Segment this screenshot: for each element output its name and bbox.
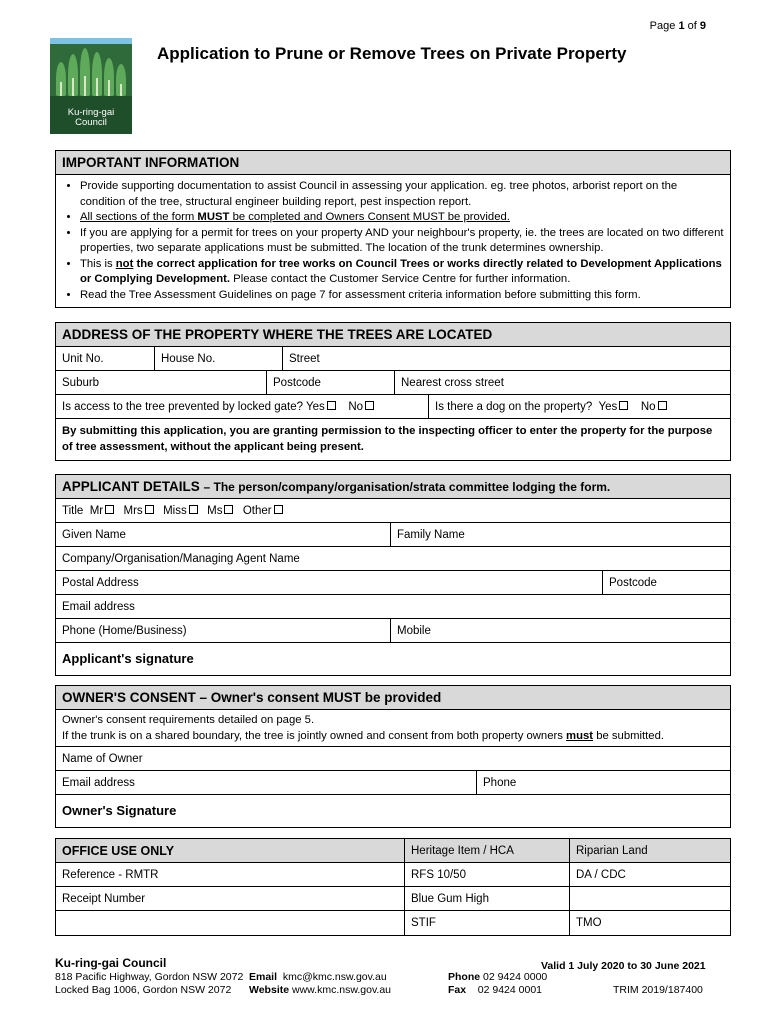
rfs-field[interactable]: RFS 10/50 — [404, 863, 569, 886]
phone-field[interactable]: Phone (Home/Business) — [62, 625, 187, 637]
given-name-field[interactable]: Given Name — [62, 529, 126, 541]
title-mrs-checkbox[interactable] — [145, 505, 154, 514]
info-bullet: • If you are applying for a permit for trees on your property AND your neighbour's property, ie. the trees are located on two different properties, two separate applications must be submitted. The location of the trunk determines ownership. — [80, 226, 724, 257]
info-bullet: • Read the Tree Assessment Guidelines on page 7 for assessment criteria information before submitting this form. — [80, 288, 724, 304]
footer-validity: Valid 1 July 2020 to 30 June 2021 — [541, 960, 706, 972]
dog-question: Is there a dog on the property? Yes No — [428, 395, 730, 418]
title-mr-checkbox[interactable] — [105, 505, 114, 514]
office-use-heading: OFFICE USE ONLY — [62, 844, 175, 858]
heritage-item-field[interactable]: Heritage Item / HCA — [404, 839, 569, 862]
postcode-field[interactable]: Postcode — [266, 371, 394, 394]
section-heading: OWNER'S CONSENT – Owner's consent MUST be provided — [56, 686, 730, 710]
company-name-field[interactable]: Company/Organisation/Managing Agent Name — [62, 553, 300, 565]
postal-address-field[interactable]: Postal Address — [62, 577, 139, 589]
title-ms-checkbox[interactable] — [224, 505, 233, 514]
owner-phone-field[interactable]: Phone — [476, 771, 730, 794]
title-row: Title Mr Mrs Miss Ms Other — [56, 499, 730, 523]
page-number: Page 1 of 9 — [649, 20, 706, 32]
street-field[interactable]: Street — [282, 347, 730, 370]
form-title: Application to Prune or Remove Trees on Private Property — [157, 44, 627, 63]
applicant-details-section — [55, 474, 731, 676]
footer-fax: Fax 02 9424 0001 — [448, 984, 542, 996]
riparian-land-field[interactable]: Riparian Land — [569, 839, 730, 862]
tmo-field[interactable]: TMO — [569, 911, 730, 935]
footer-phone: Phone 02 9424 0000 — [448, 971, 548, 983]
gate-no-checkbox[interactable] — [365, 401, 374, 410]
footer-address: 818 Pacific Highway, Gordon NSW 2072 — [55, 971, 244, 983]
mobile-field[interactable]: Mobile — [390, 619, 730, 642]
footer-email: Email kmc@kmc.nsw.gov.au — [249, 971, 387, 983]
title-other-checkbox[interactable] — [274, 505, 283, 514]
dog-no-checkbox[interactable] — [658, 401, 667, 410]
address-section — [55, 322, 731, 461]
locked-gate-question: Is access to the tree prevented by locked gate? Yes No — [56, 395, 428, 418]
unit-no-field[interactable]: Unit No. — [62, 353, 104, 365]
owners-consent-section — [55, 685, 731, 828]
office-use-table — [55, 838, 731, 936]
blue-gum-high-field[interactable]: Blue Gum High — [404, 887, 569, 910]
cross-street-field[interactable]: Nearest cross street — [394, 371, 730, 394]
council-logo: Ku-ring-gai Council — [50, 38, 132, 134]
blank-cell[interactable] — [569, 887, 730, 910]
receipt-number-field[interactable]: Receipt Number — [62, 893, 146, 905]
owner-name-field[interactable]: Name of Owner — [62, 753, 143, 765]
title-miss-checkbox[interactable] — [189, 505, 198, 514]
info-bullet: • This is not the correct application for tree works on Council Trees or works directly related to Development Applications or Complying Development. Please contact the Customer Service Centre for further information. — [80, 257, 724, 288]
applicant-email-field[interactable]: Email address — [62, 601, 135, 613]
blank-cell[interactable] — [56, 911, 404, 935]
footer-postal: Locked Bag 1006, Gordon NSW 2072 — [55, 984, 232, 996]
da-cdc-field[interactable]: DA / CDC — [569, 863, 730, 886]
suburb-field[interactable]: Suburb — [62, 377, 100, 389]
permission-notice: By submitting this application, you are granting permission to the inspecting officer to enter the property for the purpose of tree assessment, without the applicant being present. — [62, 425, 713, 453]
dog-yes-checkbox[interactable] — [619, 401, 628, 410]
section-heading: APPLICANT DETAILS – The person/company/organisation/strata committee lodging the form. — [56, 475, 730, 499]
gate-yes-checkbox[interactable] — [327, 401, 336, 410]
owner-signature-field[interactable]: Owner's Signature — [62, 803, 177, 818]
house-no-field[interactable]: House No. — [154, 347, 282, 370]
footer — [55, 957, 731, 997]
footer-website: Website www.kmc.nsw.gov.au — [249, 984, 392, 996]
applicant-signature-field[interactable]: Applicant's signature — [62, 651, 194, 666]
applicant-postcode-field[interactable]: Postcode — [602, 571, 730, 594]
info-bullet: • Provide supporting documentation to assist Council in assessing your application. eg. tree photos, arborist report on the condition of the tree, structural engineer building report, pest inspection report. — [80, 179, 724, 210]
section-heading: ADDRESS OF THE PROPERTY WHERE THE TREES ARE LOCATED — [56, 323, 730, 347]
footer-trim: TRIM 2019/187400 — [613, 984, 703, 996]
info-bullet: • All sections of the form MUST be completed and Owners Consent MUST be provided. — [80, 210, 724, 226]
footer-org: Ku-ring-gai Council — [55, 956, 167, 970]
owner-email-field[interactable]: Email address — [62, 777, 135, 789]
reference-field[interactable]: Reference - RMTR — [62, 869, 159, 881]
section-heading: IMPORTANT INFORMATION — [56, 151, 730, 175]
consent-requirements: Owner's consent requirements detailed on page 5. If the trunk is on a shared boundary, the tree is jointly owned and consent from both property owners must be submitted. — [56, 710, 730, 747]
important-information-section — [55, 150, 731, 308]
family-name-field[interactable]: Family Name — [390, 523, 730, 546]
stif-field[interactable]: STIF — [404, 911, 569, 935]
